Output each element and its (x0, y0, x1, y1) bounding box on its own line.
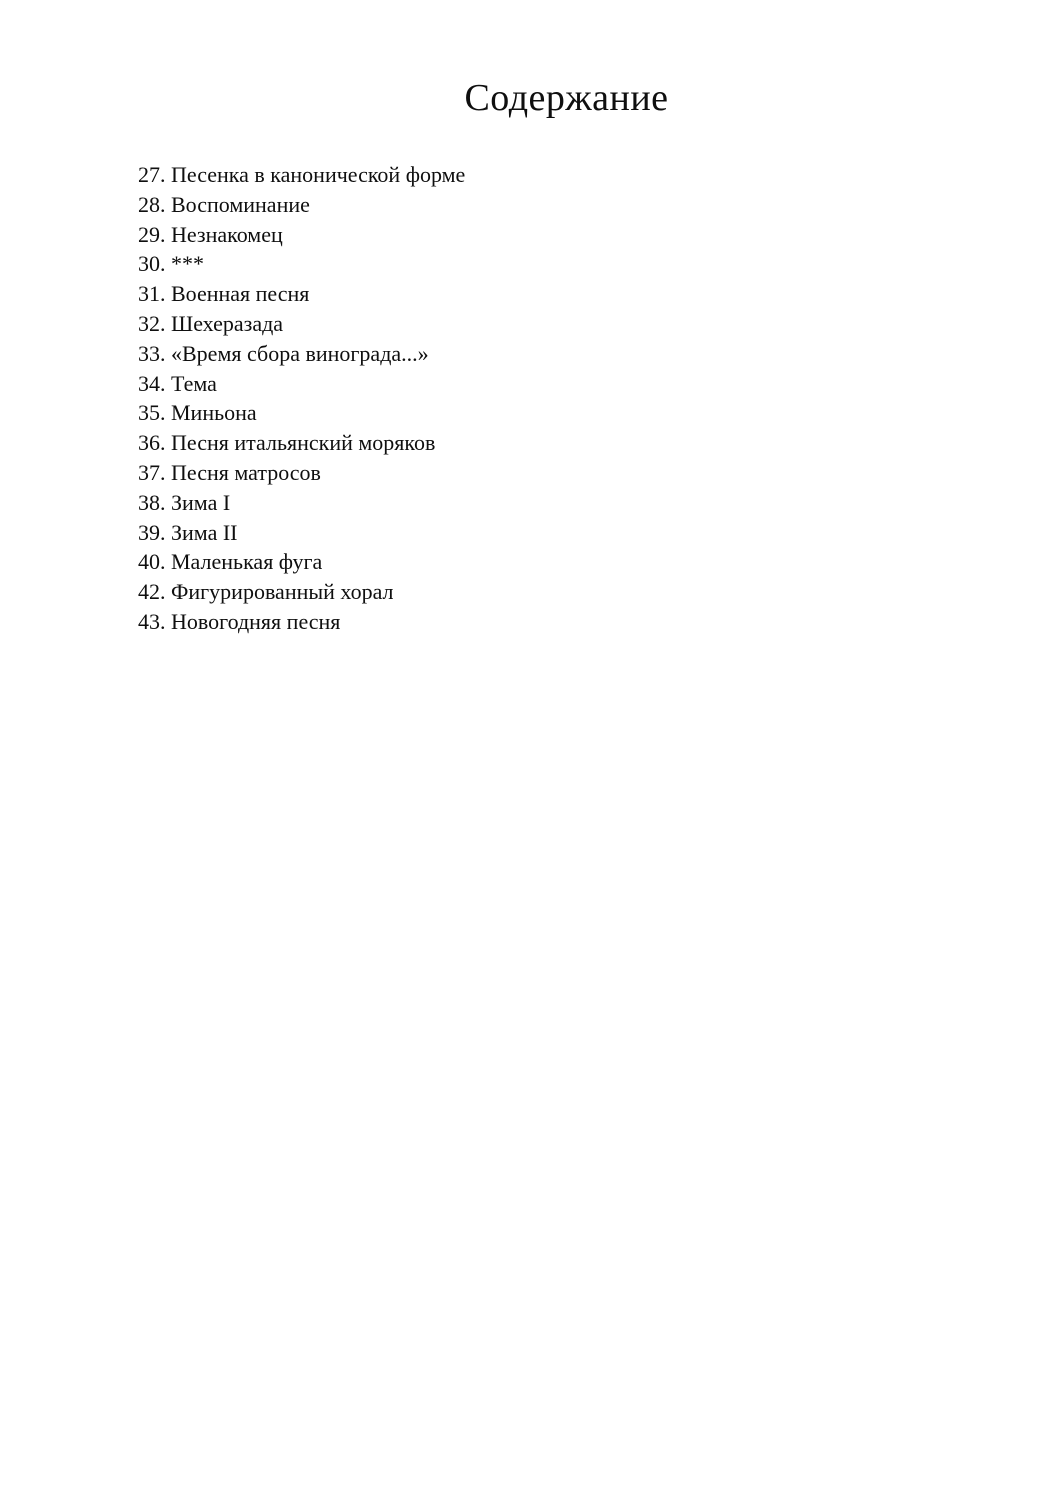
toc-item-number: 42. (138, 579, 166, 605)
toc-item-number: 27. (138, 162, 166, 187)
toc-item-title: Песня матросов (171, 459, 321, 485)
toc-item-title: Песня итальянский моряков (171, 430, 436, 456)
page-title: Содержание (464, 77, 669, 119)
toc-item (138, 220, 995, 250)
toc-item-title: Маленькая фуга (171, 549, 323, 575)
toc-item-number: 38. (138, 489, 166, 515)
toc-item-number: 28. (138, 191, 166, 217)
toc-item-title: Незнакомец (171, 221, 283, 247)
toc-item-number: 40. (138, 549, 166, 575)
toc-item (138, 398, 995, 428)
toc-item-number: 34. (138, 370, 166, 396)
toc-item-title: Военная песня (171, 281, 310, 307)
toc-item-title: *** (171, 251, 204, 277)
toc-item-title: Зима II (171, 519, 238, 545)
toc-item (138, 339, 995, 369)
toc-item (138, 369, 995, 399)
toc-item-number: 30. (138, 251, 166, 277)
toc-item (138, 607, 995, 637)
toc-item-title: Тема (171, 370, 217, 396)
toc-list (138, 160, 995, 637)
toc-item (138, 547, 995, 577)
toc-item-number: 32. (138, 310, 166, 336)
toc-item (138, 428, 995, 458)
toc-item-number: 37. (138, 459, 166, 485)
toc-item-number: 39. (138, 519, 166, 545)
toc-item (138, 160, 995, 190)
toc-item-title: Фигурированный хорал (171, 579, 394, 605)
toc-item-number: 29. (138, 221, 166, 247)
toc-item (138, 458, 995, 488)
toc-item-title: Шехеразада (171, 310, 284, 336)
toc-item-title: Миньона (171, 400, 257, 426)
toc-item-title: «Время сбора винограда...» (171, 340, 429, 366)
toc-item (138, 488, 995, 518)
toc-item (138, 190, 995, 220)
toc-item (138, 279, 995, 309)
toc-item (138, 249, 995, 279)
toc-item (138, 518, 995, 548)
toc-item-title: Песенка в канонической форме (171, 162, 466, 187)
toc-item-number: 31. (138, 281, 166, 307)
toc-item-number: 35. (138, 400, 166, 426)
toc-item-title: Воспоминание (171, 191, 310, 217)
toc-item (138, 309, 995, 339)
toc-item-number: 36. (138, 430, 166, 456)
toc-item (138, 577, 995, 607)
toc-item-number: 43. (138, 608, 166, 634)
toc-item-number: 33. (138, 340, 166, 366)
toc-item-title: Новогодняя песня (171, 608, 341, 634)
toc-item-title: Зима I (171, 489, 231, 515)
